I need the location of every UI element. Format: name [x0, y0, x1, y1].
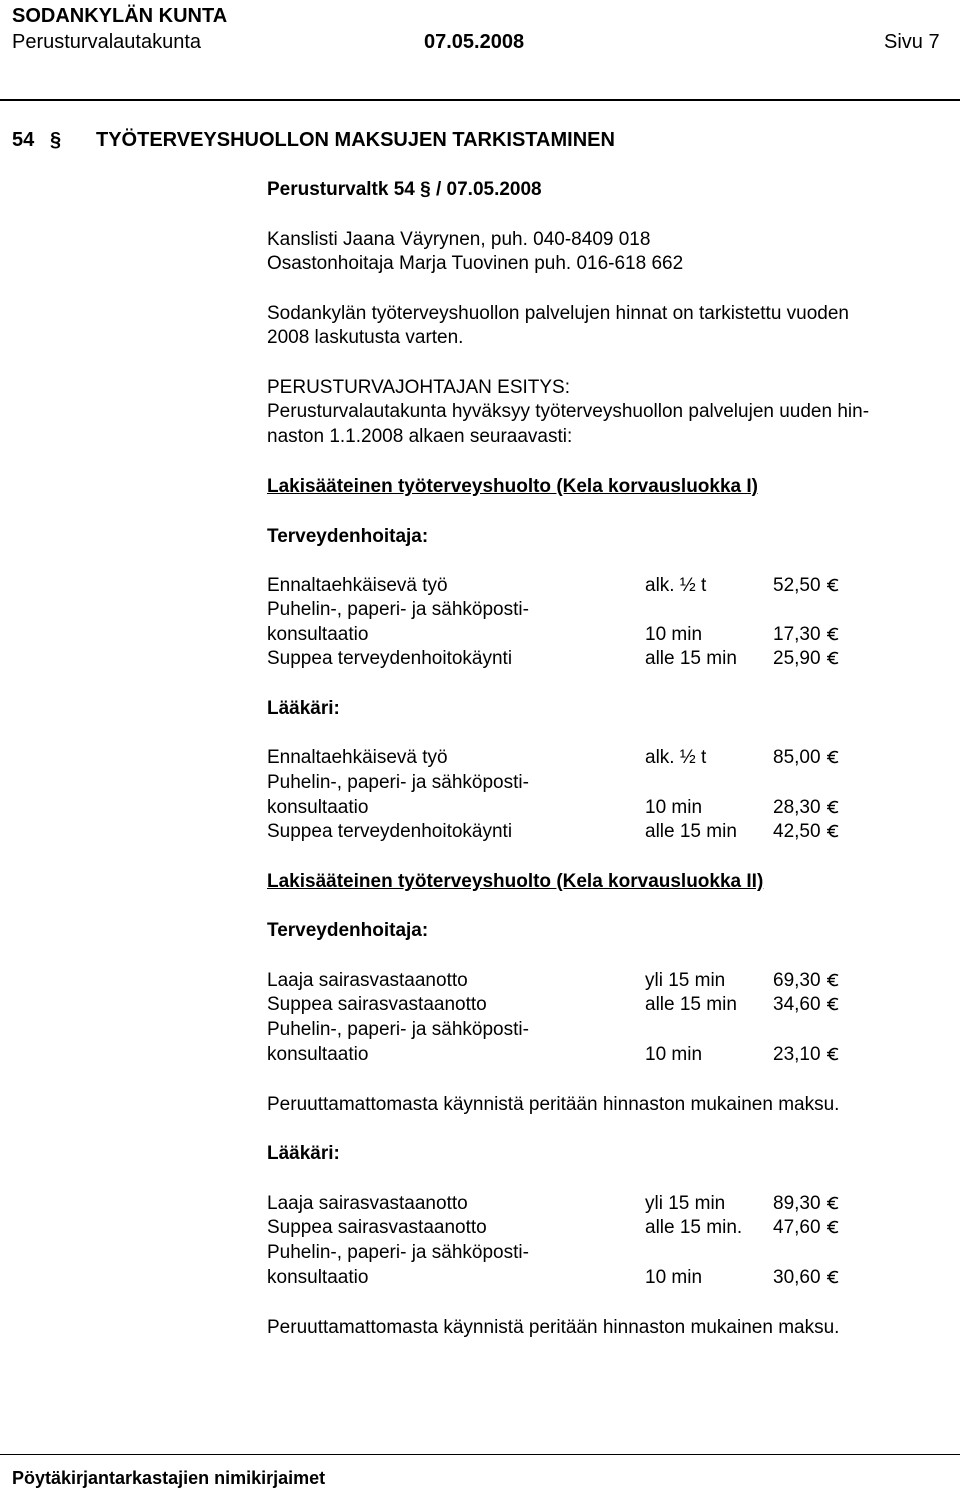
euro-icon — [826, 627, 840, 641]
price-item-unit: alk. ½ t — [645, 747, 707, 768]
price-item-name: Suppea terveydenhoitokäynti — [267, 648, 513, 669]
contact-line: Osastonhoitaja Marja Tuovinen puh. 016-618 662 — [267, 253, 684, 274]
class1-doctor-label: Lääkäri: — [267, 698, 340, 719]
intro-line: Sodankylän työterveyshuollon palvelujen hinnat on tarkistettu vuoden — [267, 303, 849, 324]
class2-doctor-label: Lääkäri: — [267, 1143, 340, 1164]
price-item-unit: 10 min — [645, 624, 703, 645]
price-item-name: konsultaatio — [267, 797, 369, 818]
price-item-value: 25,90 — [773, 647, 840, 671]
price-item-value: 89,30 — [773, 1192, 840, 1216]
price-item-name: Suppea sairasvastaanotto — [267, 1217, 487, 1238]
price-item-value: 28,30 — [773, 796, 840, 820]
price-item-name: Suppea sairasvastaanotto — [267, 994, 487, 1015]
price-item-unit: alle 15 min — [645, 994, 737, 1015]
price-item-unit: alk. ½ t — [645, 575, 707, 596]
price-item-name-prefix: Puhelin-, paperi- ja sähköposti- — [267, 1019, 529, 1040]
item-number: 54 — [12, 129, 35, 151]
price-item-value: 34,60 — [773, 993, 840, 1017]
price-item-unit: 10 min — [645, 1044, 703, 1065]
footer-rule — [0, 1454, 960, 1455]
cancellation-note: Peruuttamattomasta käynnistä peritään hinnaston mukainen maksu. — [267, 1094, 840, 1115]
price-item-name: Laaja sairasvastaanotto — [267, 1193, 468, 1214]
proposal-heading: PERUSTURVAJOHTAJAN ESITYS: — [267, 377, 570, 398]
price-item-name: Ennaltaehkäisevä työ — [267, 575, 448, 596]
euro-icon — [826, 1270, 840, 1284]
item-reference: Perusturvaltk 54 § / 07.05.2008 — [267, 179, 542, 200]
price-item-unit: yli 15 min — [645, 970, 726, 991]
section-sign: § — [50, 129, 62, 151]
cancellation-note: Peruuttamattomasta käynnistä peritään hinnaston mukainen maksu. — [267, 1317, 840, 1338]
item-title: TYÖTERVEYSHUOLLON MAKSUJEN TARKISTAMINEN — [96, 129, 615, 151]
price-item-name-prefix: Puhelin-, paperi- ja sähköposti- — [267, 772, 529, 793]
price-item-value: 30,60 — [773, 1266, 840, 1290]
price-item-name: konsultaatio — [267, 624, 369, 645]
price-item-name: Ennaltaehkäisevä työ — [267, 747, 448, 768]
proposal-line: naston 1.1.2008 alkaen seuraavasti: — [267, 426, 573, 447]
price-item-name: konsultaatio — [267, 1267, 369, 1288]
price-item-value: 23,10 — [773, 1043, 840, 1067]
org-name: SODANKYLÄN KUNTA — [12, 5, 228, 27]
price-item-unit: 10 min — [645, 797, 703, 818]
euro-icon — [826, 800, 840, 814]
class2-heading: Lakisääteinen työterveyshuolto (Kela korvausluokka II) — [267, 871, 764, 892]
meeting-date: 07.05.2008 — [424, 31, 525, 53]
class2-nurse-label: Terveydenhoitaja: — [267, 920, 429, 941]
price-item-value: 17,30 — [773, 623, 840, 647]
price-item-value: 47,60 — [773, 1216, 840, 1240]
class1-heading: Lakisääteinen työterveyshuolto (Kela korvausluokka I) — [267, 476, 759, 497]
price-item-name: Laaja sairasvastaanotto — [267, 970, 468, 991]
price-item-unit: alle 15 min. — [645, 1217, 743, 1238]
price-item-value: 85,00 — [773, 746, 840, 770]
euro-icon — [826, 651, 840, 665]
euro-icon — [826, 578, 840, 592]
euro-icon — [826, 750, 840, 764]
class1-nurse-label: Terveydenhoitaja: — [267, 526, 429, 547]
euro-icon — [826, 997, 840, 1011]
price-item-name: konsultaatio — [267, 1044, 369, 1065]
price-item-unit: yli 15 min — [645, 1193, 726, 1214]
euro-icon — [826, 973, 840, 987]
contact-line: Kanslisti Jaana Väyrynen, puh. 040-8409 018 — [267, 229, 651, 250]
price-item-value: 52,50 — [773, 574, 840, 598]
euro-icon — [826, 1220, 840, 1234]
euro-icon — [826, 1196, 840, 1210]
price-item-name-prefix: Puhelin-, paperi- ja sähköposti- — [267, 1242, 529, 1263]
proposal-line: Perusturvalautakunta hyväksyy työterveyshuollon palvelujen uuden hin- — [267, 401, 870, 422]
price-item-unit: 10 min — [645, 1267, 703, 1288]
header-rule — [0, 99, 960, 101]
footer-label: Pöytäkirjantarkastajien nimikirjaimet — [12, 1468, 326, 1488]
euro-icon — [826, 824, 840, 838]
price-item-name: Suppea terveydenhoitokäynti — [267, 821, 513, 842]
price-item-value: 69,30 — [773, 969, 840, 993]
page-number: Sivu 7 — [884, 31, 940, 53]
price-item-name-prefix: Puhelin-, paperi- ja sähköposti- — [267, 599, 529, 620]
euro-icon — [826, 1047, 840, 1061]
price-item-unit: alle 15 min — [645, 648, 737, 669]
intro-line: 2008 laskutusta varten. — [267, 327, 464, 348]
price-item-unit: alle 15 min — [645, 821, 737, 842]
price-item-value: 42,50 — [773, 820, 840, 844]
board-name: Perusturvalautakunta — [12, 31, 202, 53]
